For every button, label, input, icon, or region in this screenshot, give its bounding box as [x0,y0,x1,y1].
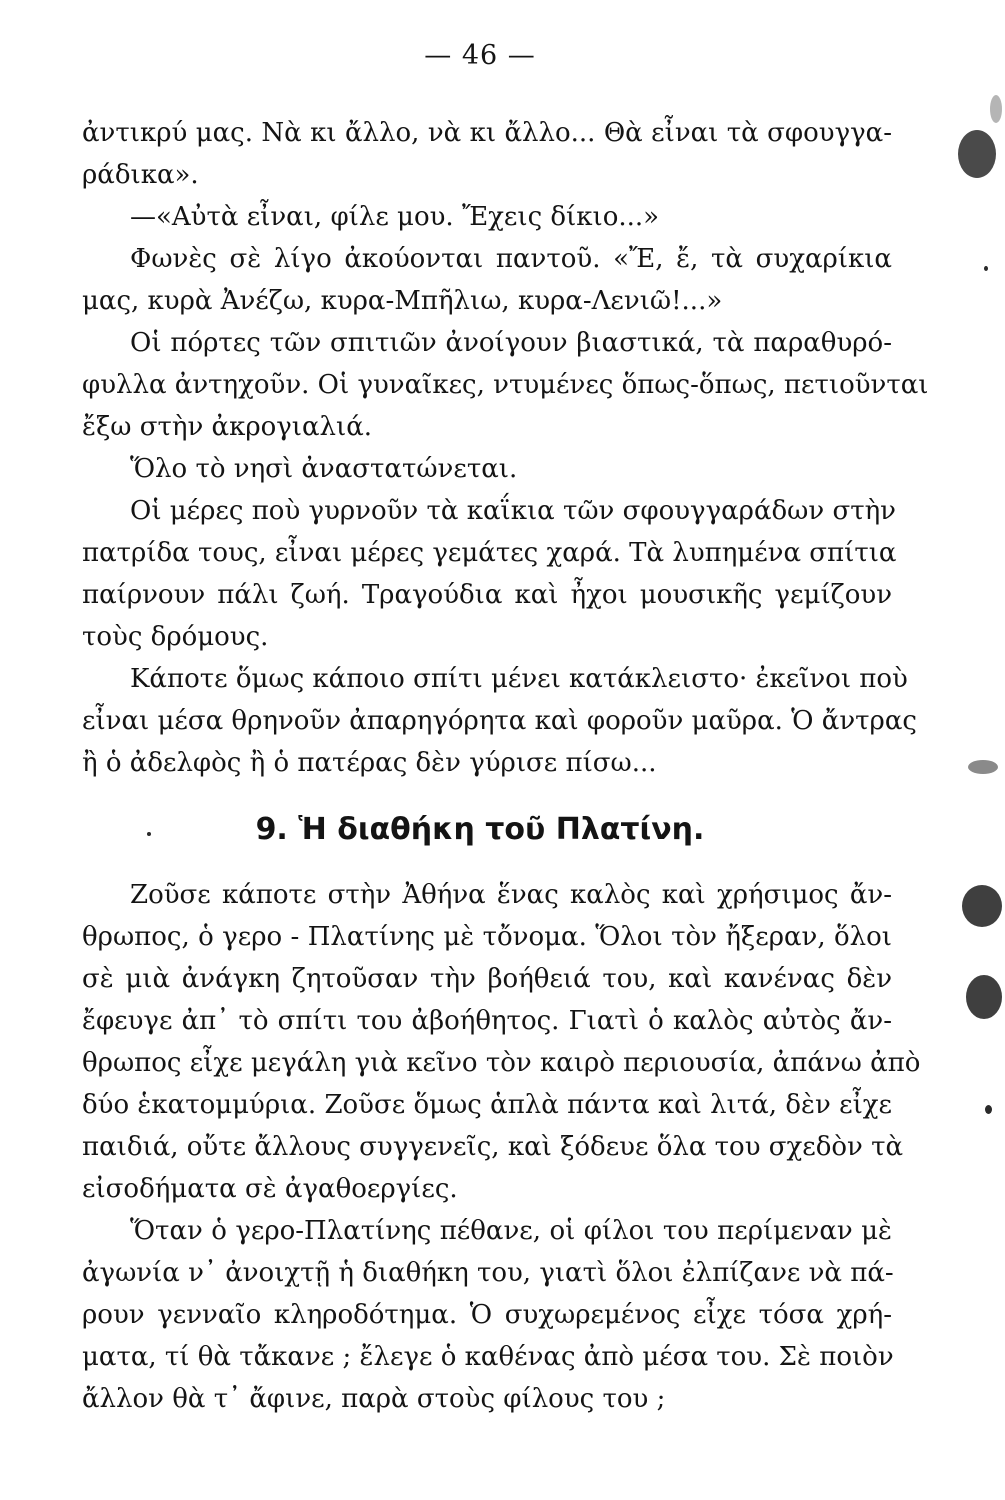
ink-stain [958,130,996,178]
ink-stain [147,832,151,836]
text-line: ἔξω στὴν ἀκρογιαλιά. [82,412,373,442]
page-number: — 46 — [424,40,536,71]
text-line: Ὅλο τὸ νησὶ ἀναστατώνεται. [130,454,518,484]
text-line: —«Αὐτὰ εἶναι, φίλε μου. Ἔχεις δίκιο...» [130,202,660,232]
text-line: ρουν γενναῖο κληροδότημα. Ὁ συχωρεμένος εἶχε τόσα χρή- [82,1300,892,1330]
text-line: Ὅταν ὁ γερο-Πλατίνης πέθανε, οἱ φίλοι του περίμεναν μὲ [130,1216,892,1246]
text-line: Ζοῦσε κάποτε στὴν Ἀθήνα ἕνας καλὸς καὶ χρήσιμος ἄν- [130,880,892,910]
text-line: εἰσοδήματα σὲ ἀγαθοεργίες. [82,1174,458,1204]
text-line: ἔφευγε ἀπ᾽ τὸ σπίτι του ἀβοήθητος. Γιατὶ ὁ καλὸς αὐτὸς ἄν- [82,1006,892,1036]
text-line: θρωπος, ὁ γερο - Πλατίνης μὲ τὄνομα. Ὅλοι τὸν ἤξεραν, ὅλοι [82,922,892,952]
text-line: Φωνὲς σὲ λίγο ἀκούονται παντοῦ. «Ἔ, ἔ, τὰ συχαρίκια [130,244,892,274]
text-line: Κάποτε ὅμως κάποιο σπίτι μένει κατάκλειστο· ἐκεῖνοι ποὺ [130,664,908,694]
text-line: σὲ μιὰ ἀνάγκη ζητοῦσαν τὴν βοήθειά του, καὶ κανένας δὲν [82,964,892,994]
ink-stain [966,975,1002,1019]
text-line: ἄλλον θὰ τ᾽ ἄφινε, παρὰ στοὺς φίλους του ; [82,1384,666,1414]
text-line: ἀγωνία ν᾽ ἀνοιχτῇ ἡ διαθήκη του, γιατὶ ὅλοι ἐλπίζανε νὰ πά- [82,1258,894,1288]
text-line: τοὺς δρόμους. [82,622,269,652]
text-line: φυλλα ἀντηχοῦν. Οἱ γυναῖκες, ντυμένες ὅπως-ὅπως, πετιοῦνται [82,370,929,400]
ink-stain [968,760,998,774]
text-line: ἀντικρύ μας. Νὰ κι ἄλλο, νὰ κι ἄλλο... Θὰ εἶναι τὰ σφουγγα- [82,118,892,148]
text-line: παίρνουν πάλι ζωή. Τραγούδια καὶ ἦχοι μουσικῆς γεμίζουν [82,580,892,610]
ink-stain [962,885,1002,927]
text-line: παιδιά, οὔτε ἄλλους συγγενεῖς, καὶ ξόδευε ὅλα του σχεδὸν τὰ [82,1132,904,1162]
text-line: δύο ἑκατομμύρια. Ζοῦσε ὅμως ἁπλὰ πάντα καὶ λιτά, δὲν εἶχε [82,1090,892,1120]
ink-stain [990,95,1002,123]
text-line: εἶναι μέσα θρηνοῦν ἀπαρηγόρητα καὶ φοροῦν μαῦρα. Ὁ ἄντρας [82,706,917,736]
text-line: Οἱ μέρες ποὺ γυρνοῦν τὰ καΐκια τῶν σφουγγαράδων στὴν [130,496,896,526]
text-line: πατρίδα τους, εἶναι μέρες γεμάτες χαρά. Τὰ λυπημένα σπίτια [82,538,897,568]
text-line: θρωπος εἶχε μεγάλη γιὰ κεῖνο τὸν καιρὸ περιουσία, ἀπάνω ἀπὸ [82,1048,921,1078]
ink-stain [985,1105,992,1114]
text-line: ἢ ὁ ἀδελφὸς ἢ ὁ πατέρας δὲν γύρισε πίσω... [82,748,657,778]
section-heading: 9. Ἡ διαθήκη τοῦ Πλατίνη. [255,812,705,847]
text-line: μας, κυρὰ Ἀνέζω, κυρα-Μπῆλιω, κυρα-Λενιῶ!...» [82,286,723,316]
ink-stain [984,266,988,271]
text-line: Οἱ πόρτες τῶν σπιτιῶν ἀνοίγουν βιαστικά, τὰ παραθυρό- [130,328,892,358]
text-line: ματα, τί θὰ τἄκανε ; ἔλεγε ὁ καθένας ἀπὸ μέσα του. Σὲ ποιὸν [82,1342,894,1372]
text-line: ράδικα». [82,160,199,190]
